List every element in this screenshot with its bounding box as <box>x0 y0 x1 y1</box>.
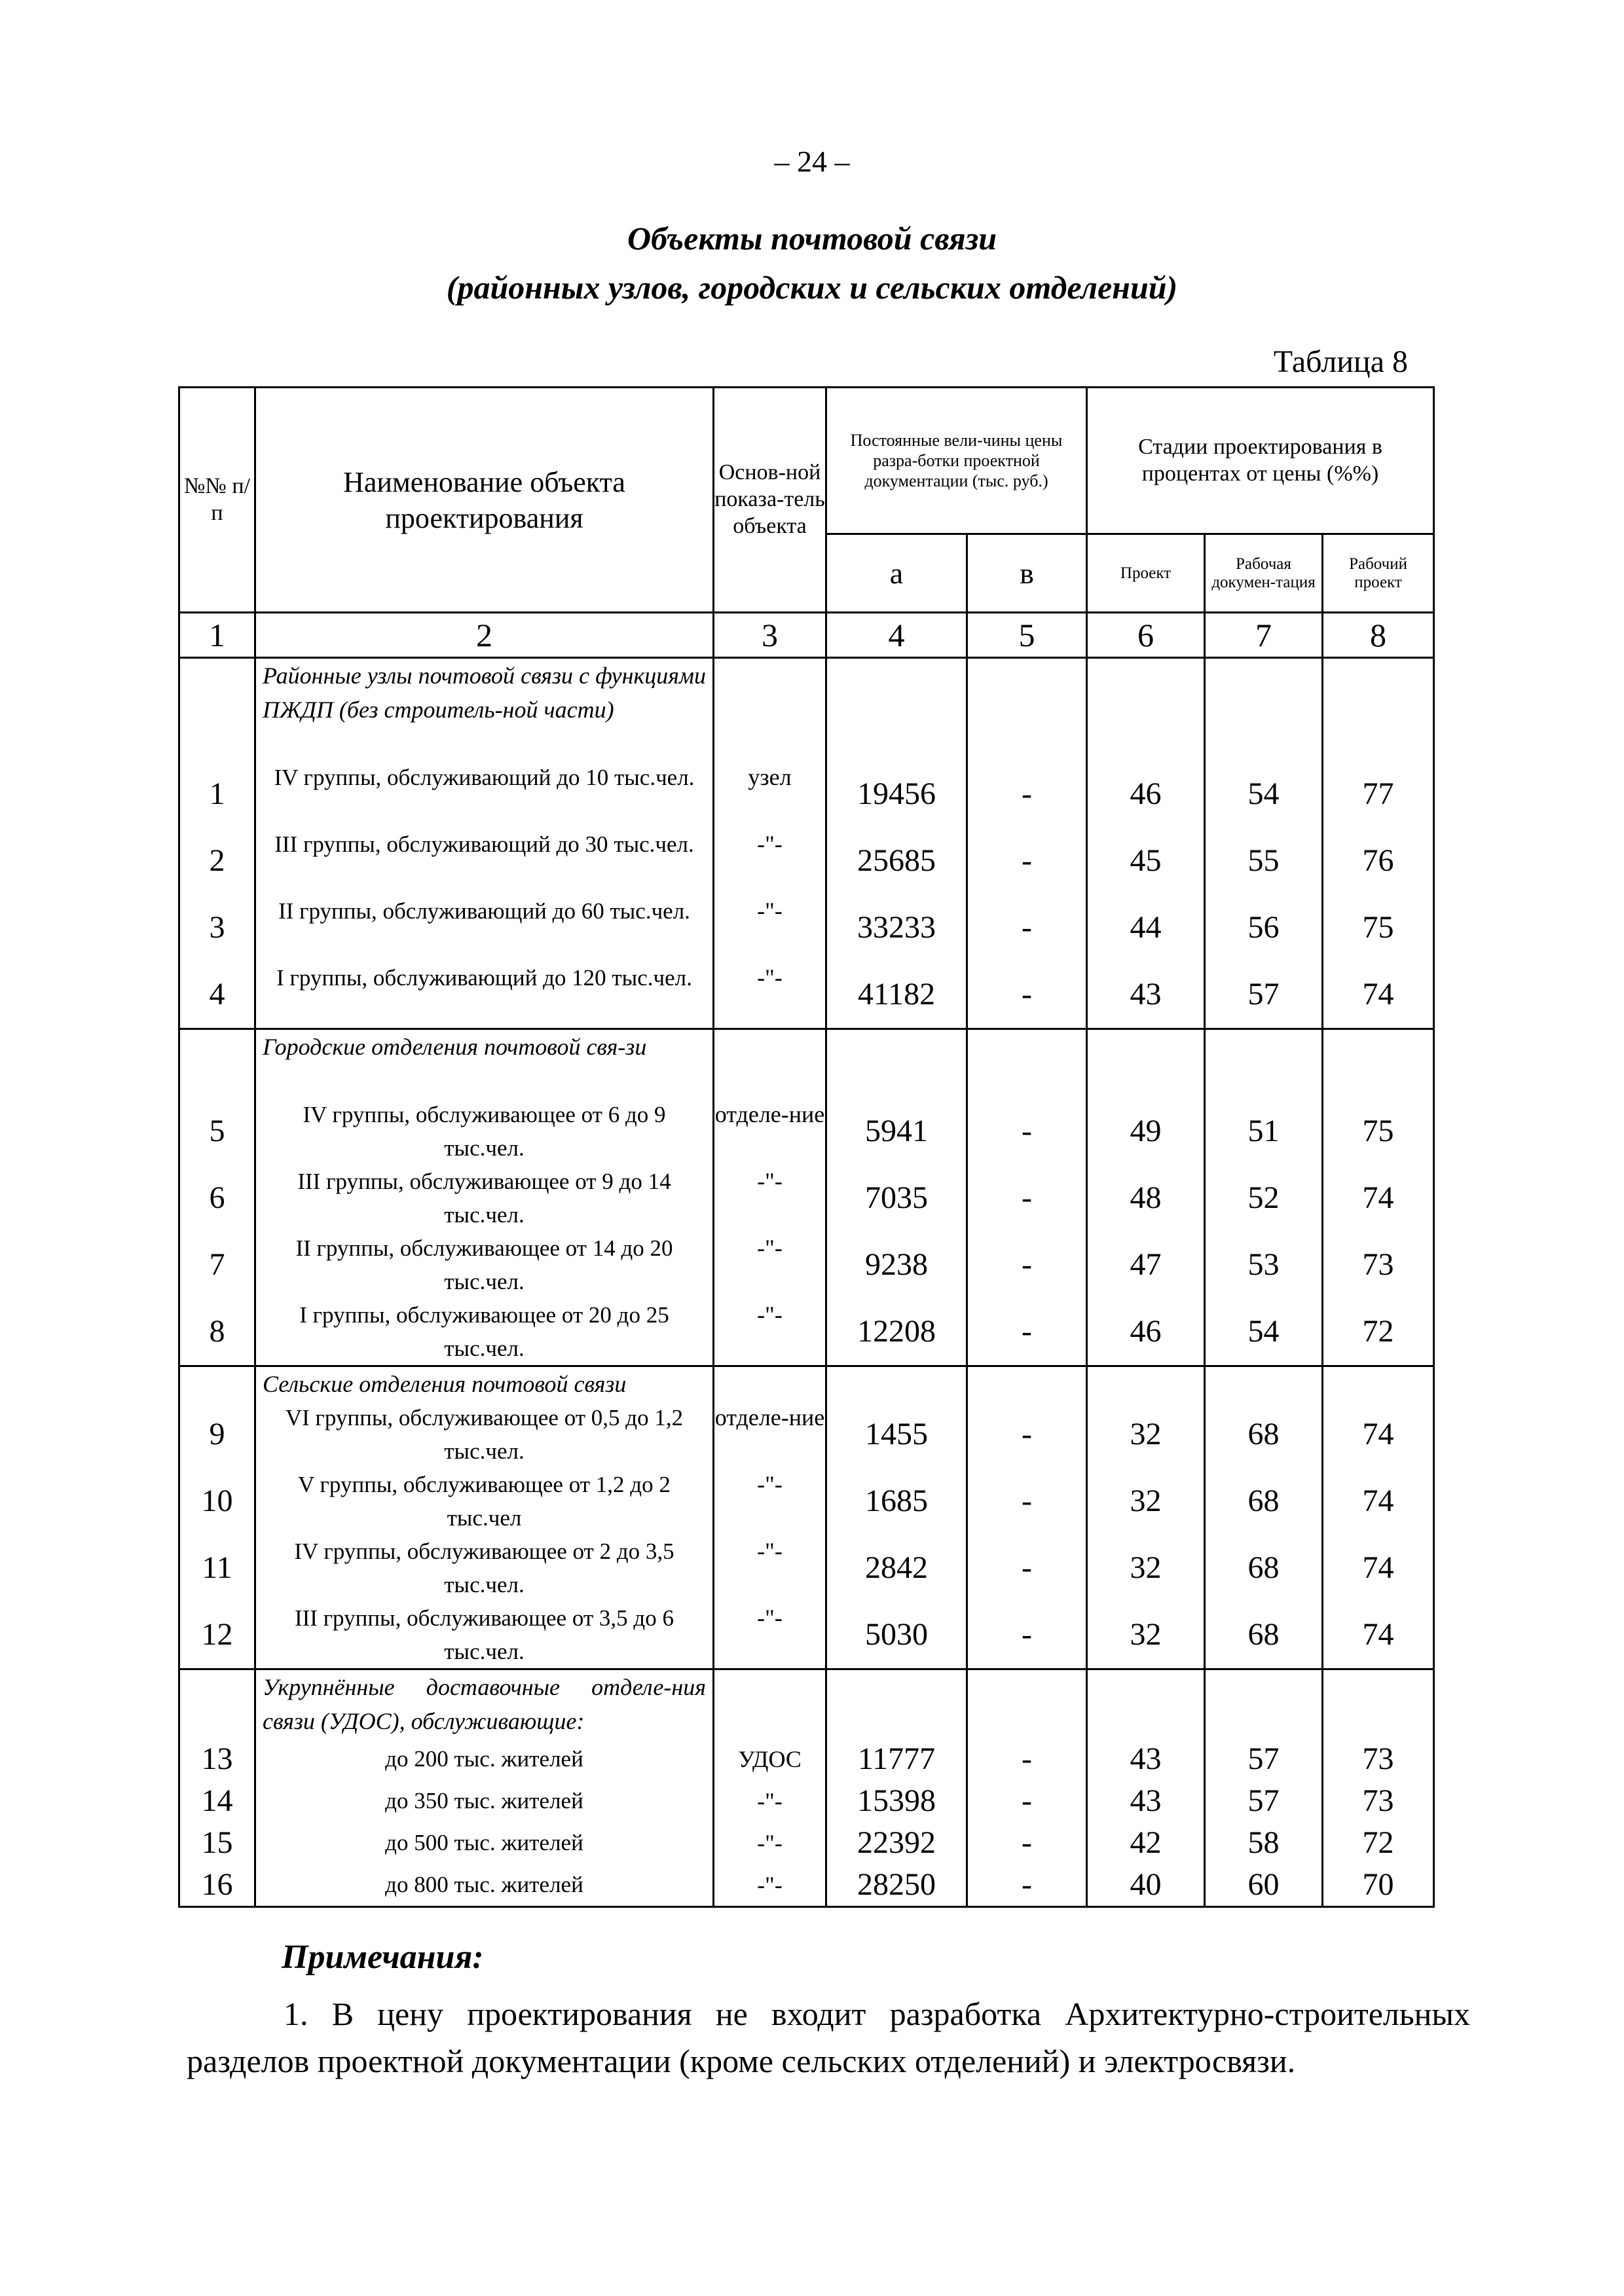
section-column-name <box>255 1366 714 1669</box>
table-section <box>179 1029 1434 1366</box>
value-b: - <box>1022 1314 1032 1349</box>
value-p: 43 <box>1130 1741 1162 1776</box>
value-b: - <box>1022 1114 1032 1148</box>
indicator-value: -"- <box>757 1302 783 1328</box>
value-rd: 57 <box>1247 977 1280 1011</box>
row-number: 7 <box>209 1247 225 1282</box>
value-rd: 52 <box>1247 1180 1280 1215</box>
value-a: 19456 <box>857 776 936 811</box>
row-number: 13 <box>201 1741 233 1776</box>
row-number: 10 <box>201 1484 233 1518</box>
value-rp: 74 <box>1362 1617 1394 1652</box>
section-column-name <box>255 658 714 1029</box>
value-a: 1455 <box>865 1417 928 1451</box>
indicator-value: -"- <box>757 898 783 924</box>
value-b: - <box>1022 1180 1032 1215</box>
document-title: Объекты почтовой связи <box>627 220 997 257</box>
value-p: 40 <box>1130 1867 1162 1902</box>
value-rp: 76 <box>1362 843 1394 878</box>
value-rp: 75 <box>1362 910 1394 945</box>
value-rd: 68 <box>1247 1417 1280 1451</box>
object-name: до 500 тыс. жителей <box>385 1830 583 1855</box>
section-column-n <box>179 1669 255 1907</box>
note-1: 1. В цену проектирования не входит разработка Архитектурно-строительных разделов проектной документации (кроме сельских отделений) и электросвязи. <box>187 1995 1470 2079</box>
section-column-b <box>967 1029 1087 1366</box>
value-a: 11777 <box>857 1741 936 1776</box>
value-rp: 74 <box>1362 1180 1394 1215</box>
section-column-a <box>826 1669 967 1907</box>
page-number: – 24 – <box>774 145 850 178</box>
section-column-unit <box>714 1366 826 1669</box>
header-name: Наименование объекта проектирования <box>255 388 714 613</box>
value-rp: 72 <box>1362 1314 1394 1349</box>
section-column-p <box>1087 1669 1205 1907</box>
section-column-rp <box>1323 1366 1434 1669</box>
object-name: до 350 тыс. жителей <box>385 1788 583 1813</box>
indicator-value: -"- <box>757 1235 783 1261</box>
value-a: 28250 <box>857 1867 936 1902</box>
value-rp: 70 <box>1362 1867 1394 1902</box>
value-rp: 73 <box>1362 1783 1394 1818</box>
value-rp: 73 <box>1362 1741 1394 1776</box>
value-p: 47 <box>1130 1247 1162 1282</box>
value-b: - <box>1022 776 1032 811</box>
row-number: 12 <box>201 1617 233 1652</box>
indicator-value: -"- <box>757 1538 783 1564</box>
section-column-n <box>179 1029 255 1366</box>
value-p: 32 <box>1130 1484 1162 1518</box>
value-rd: 58 <box>1247 1825 1280 1860</box>
value-p: 32 <box>1130 1417 1162 1451</box>
value-a: 1685 <box>865 1484 928 1518</box>
indicator-value: -"- <box>757 1168 783 1194</box>
section-title: Сельские отделения почтовой связи <box>263 1371 627 1397</box>
document-subtitle: (районных узлов, городских и сельских отделений) <box>446 269 1178 306</box>
value-rd: 54 <box>1247 1314 1280 1349</box>
section-column-a <box>826 1029 967 1366</box>
row-number: 9 <box>209 1417 225 1451</box>
table-section <box>179 1366 1434 1669</box>
value-a: 5941 <box>865 1114 928 1148</box>
column-number: 4 <box>826 613 967 658</box>
value-rp: 77 <box>1362 776 1394 811</box>
object-name: II группы, обслуживающий до 60 тыс.чел. <box>278 898 690 924</box>
row-number: 5 <box>209 1114 225 1148</box>
value-rp: 75 <box>1362 1114 1394 1148</box>
row-number: 15 <box>201 1825 233 1860</box>
row-number: 3 <box>209 910 225 945</box>
header-num: №№ п/п <box>179 388 255 613</box>
value-rd: 56 <box>1247 910 1280 945</box>
value-p: 42 <box>1130 1825 1162 1860</box>
value-b: - <box>1022 1867 1032 1902</box>
object-name: IV группы, обслуживающее от 6 до 9 тыс.чел. <box>303 1102 666 1161</box>
value-a: 9238 <box>865 1247 928 1282</box>
value-b: - <box>1022 1484 1032 1518</box>
header-project: Проект <box>1087 534 1205 613</box>
section-column-p <box>1087 658 1205 1029</box>
value-b: - <box>1022 977 1032 1011</box>
header-working-docs: Рабочая докумен-тация <box>1205 534 1323 613</box>
object-name: II группы, обслуживающее от 14 до 20 тыс.чел. <box>295 1235 673 1294</box>
value-p: 32 <box>1130 1617 1162 1652</box>
value-rp: 72 <box>1362 1825 1394 1860</box>
value-rd: 53 <box>1247 1247 1280 1282</box>
value-a: 25685 <box>857 843 936 878</box>
table-section <box>179 658 1434 1029</box>
column-number: 8 <box>1323 613 1434 658</box>
value-rd: 57 <box>1247 1783 1280 1818</box>
section-column-rp <box>1323 1669 1434 1907</box>
object-name: IV группы, обслуживающий до 10 тыс.чел. <box>274 765 695 790</box>
value-rd: 51 <box>1247 1114 1280 1148</box>
column-number: 2 <box>255 613 714 658</box>
value-a: 15398 <box>857 1783 936 1818</box>
column-number: 5 <box>967 613 1087 658</box>
object-name: V группы, обслуживающее от 1,2 до 2 тыс.чел <box>298 1472 671 1531</box>
value-p: 45 <box>1130 843 1162 878</box>
header-stages: Стадии проектирования в процентах от цены (%%) <box>1087 388 1434 534</box>
object-name: I группы, обслуживающий до 120 тыс.чел. <box>276 965 692 991</box>
value-b: - <box>1022 1417 1032 1451</box>
section-column-p <box>1087 1366 1205 1669</box>
object-name: IV группы, обслуживающее от 2 до 3,5 тыс.чел. <box>294 1539 674 1597</box>
value-rd: 54 <box>1247 776 1280 811</box>
value-p: 43 <box>1130 977 1162 1011</box>
section-column-unit <box>714 658 826 1029</box>
row-number: 4 <box>209 977 225 1011</box>
value-p: 43 <box>1130 1783 1162 1818</box>
value-p: 44 <box>1130 910 1162 945</box>
section-column-unit <box>714 1029 826 1366</box>
indicator-value: -"- <box>757 1830 783 1856</box>
indicator-value: -"- <box>757 1471 783 1497</box>
value-p: 46 <box>1130 776 1162 811</box>
header-b: в <box>967 534 1087 613</box>
section-column-b <box>967 658 1087 1029</box>
indicator-value: -"- <box>757 1872 783 1898</box>
value-rp: 74 <box>1362 977 1394 1011</box>
object-name: до 800 тыс. жителей <box>385 1872 583 1897</box>
section-column-b <box>967 1669 1087 1907</box>
indicator-value: -"- <box>757 1605 783 1631</box>
value-b: - <box>1022 1783 1032 1818</box>
object-name: III группы, обслуживающее от 3,5 до 6 тыс.чел. <box>294 1605 674 1664</box>
section-column-name <box>255 1669 714 1907</box>
section-column-p <box>1087 1029 1205 1366</box>
column-number: 3 <box>714 613 826 658</box>
object-name: VI группы, обслуживающее от 0,5 до 1,2 тыс.чел. <box>285 1405 684 1464</box>
object-name: I группы, обслуживающее от 20 до 25 тыс.чел. <box>299 1302 669 1361</box>
section-title: Укрупнённые доставочные отделе-ния связи (УДОС), обслуживающие: <box>263 1674 706 1734</box>
value-b: - <box>1022 1617 1032 1652</box>
value-b: - <box>1022 1825 1032 1860</box>
indicator-value: -"- <box>757 831 783 857</box>
object-name: до 200 тыс. жителей <box>385 1746 583 1772</box>
value-a: 7035 <box>865 1180 928 1215</box>
object-name: III группы, обслуживающий до 30 тыс.чел. <box>274 831 694 857</box>
indicator-value: отделе-ние <box>714 1101 825 1127</box>
value-rd: 68 <box>1247 1617 1280 1652</box>
column-number: 6 <box>1087 613 1205 658</box>
value-rd: 55 <box>1247 843 1280 878</box>
section-column-n <box>179 1366 255 1669</box>
section-title: Городские отделения почтовой свя-зи <box>263 1034 647 1060</box>
value-rd: 68 <box>1247 1484 1280 1518</box>
value-p: 49 <box>1130 1114 1162 1148</box>
row-number: 6 <box>209 1180 225 1215</box>
section-column-rd <box>1205 1029 1323 1366</box>
column-numbers-row <box>179 613 1434 658</box>
indicator-value: узел <box>748 764 792 790</box>
notes-title: Примечания: <box>282 1939 484 1976</box>
column-number: 1 <box>179 613 255 658</box>
value-rd: 68 <box>1247 1550 1280 1585</box>
indicator-value: УДОС <box>738 1746 802 1772</box>
row-number: 14 <box>201 1783 233 1818</box>
section-column-a <box>826 658 967 1029</box>
value-b: - <box>1022 910 1032 945</box>
header-indicator: Основ-ной показа-тель объекта <box>714 388 826 613</box>
value-b: - <box>1022 1550 1032 1585</box>
value-a: 33233 <box>857 910 936 945</box>
column-number: 7 <box>1205 613 1323 658</box>
section-column-name <box>255 1029 714 1366</box>
indicator-value: -"- <box>757 964 783 991</box>
section-title: Районные узлы почтовой связи с функциями ПЖДП (без строитель-ной части) <box>263 663 706 723</box>
table-section <box>179 1669 1434 1907</box>
value-b: - <box>1022 1247 1032 1282</box>
value-a: 41182 <box>857 977 936 1011</box>
value-a: 22392 <box>857 1825 936 1860</box>
section-column-rp <box>1323 658 1434 1029</box>
value-a: 2842 <box>865 1550 928 1585</box>
value-a: 5030 <box>865 1617 928 1652</box>
value-a: 12208 <box>857 1314 936 1349</box>
row-number: 11 <box>202 1550 232 1585</box>
value-p: 48 <box>1130 1180 1162 1215</box>
row-number: 1 <box>209 776 225 811</box>
value-rd: 57 <box>1247 1741 1280 1776</box>
row-number: 2 <box>209 843 225 878</box>
indicator-value: -"- <box>757 1788 783 1814</box>
header-a: а <box>826 534 967 613</box>
indicator-value: отделе-ние <box>714 1404 825 1430</box>
header-const-prices: Постоянные вели-чины цены разра-ботки проектной документации (тыс. руб.) <box>826 388 1087 534</box>
row-number: 8 <box>209 1314 225 1349</box>
value-b: - <box>1022 1741 1032 1776</box>
value-rd: 60 <box>1247 1867 1280 1902</box>
object-name: III группы, обслуживающее от 9 до 14 тыс.чел. <box>297 1169 671 1228</box>
section-column-rd <box>1205 1669 1323 1907</box>
value-p: 32 <box>1130 1550 1162 1585</box>
row-number: 16 <box>201 1867 233 1902</box>
section-column-a <box>826 1366 967 1669</box>
header-working-project: Рабочий проект <box>1323 534 1434 613</box>
value-rp: 74 <box>1362 1484 1394 1518</box>
section-column-unit <box>714 1669 826 1907</box>
section-column-rd <box>1205 658 1323 1029</box>
value-rp: 74 <box>1362 1417 1394 1451</box>
section-column-rd <box>1205 1366 1323 1669</box>
section-column-rp <box>1323 1029 1434 1366</box>
objects-table <box>178 386 1435 1908</box>
value-rp: 73 <box>1362 1247 1394 1282</box>
section-column-n <box>179 658 255 1029</box>
table-label: Таблица 8 <box>1273 344 1408 379</box>
value-p: 46 <box>1130 1314 1162 1349</box>
section-column-b <box>967 1366 1087 1669</box>
value-b: - <box>1022 843 1032 878</box>
value-rp: 74 <box>1362 1550 1394 1585</box>
